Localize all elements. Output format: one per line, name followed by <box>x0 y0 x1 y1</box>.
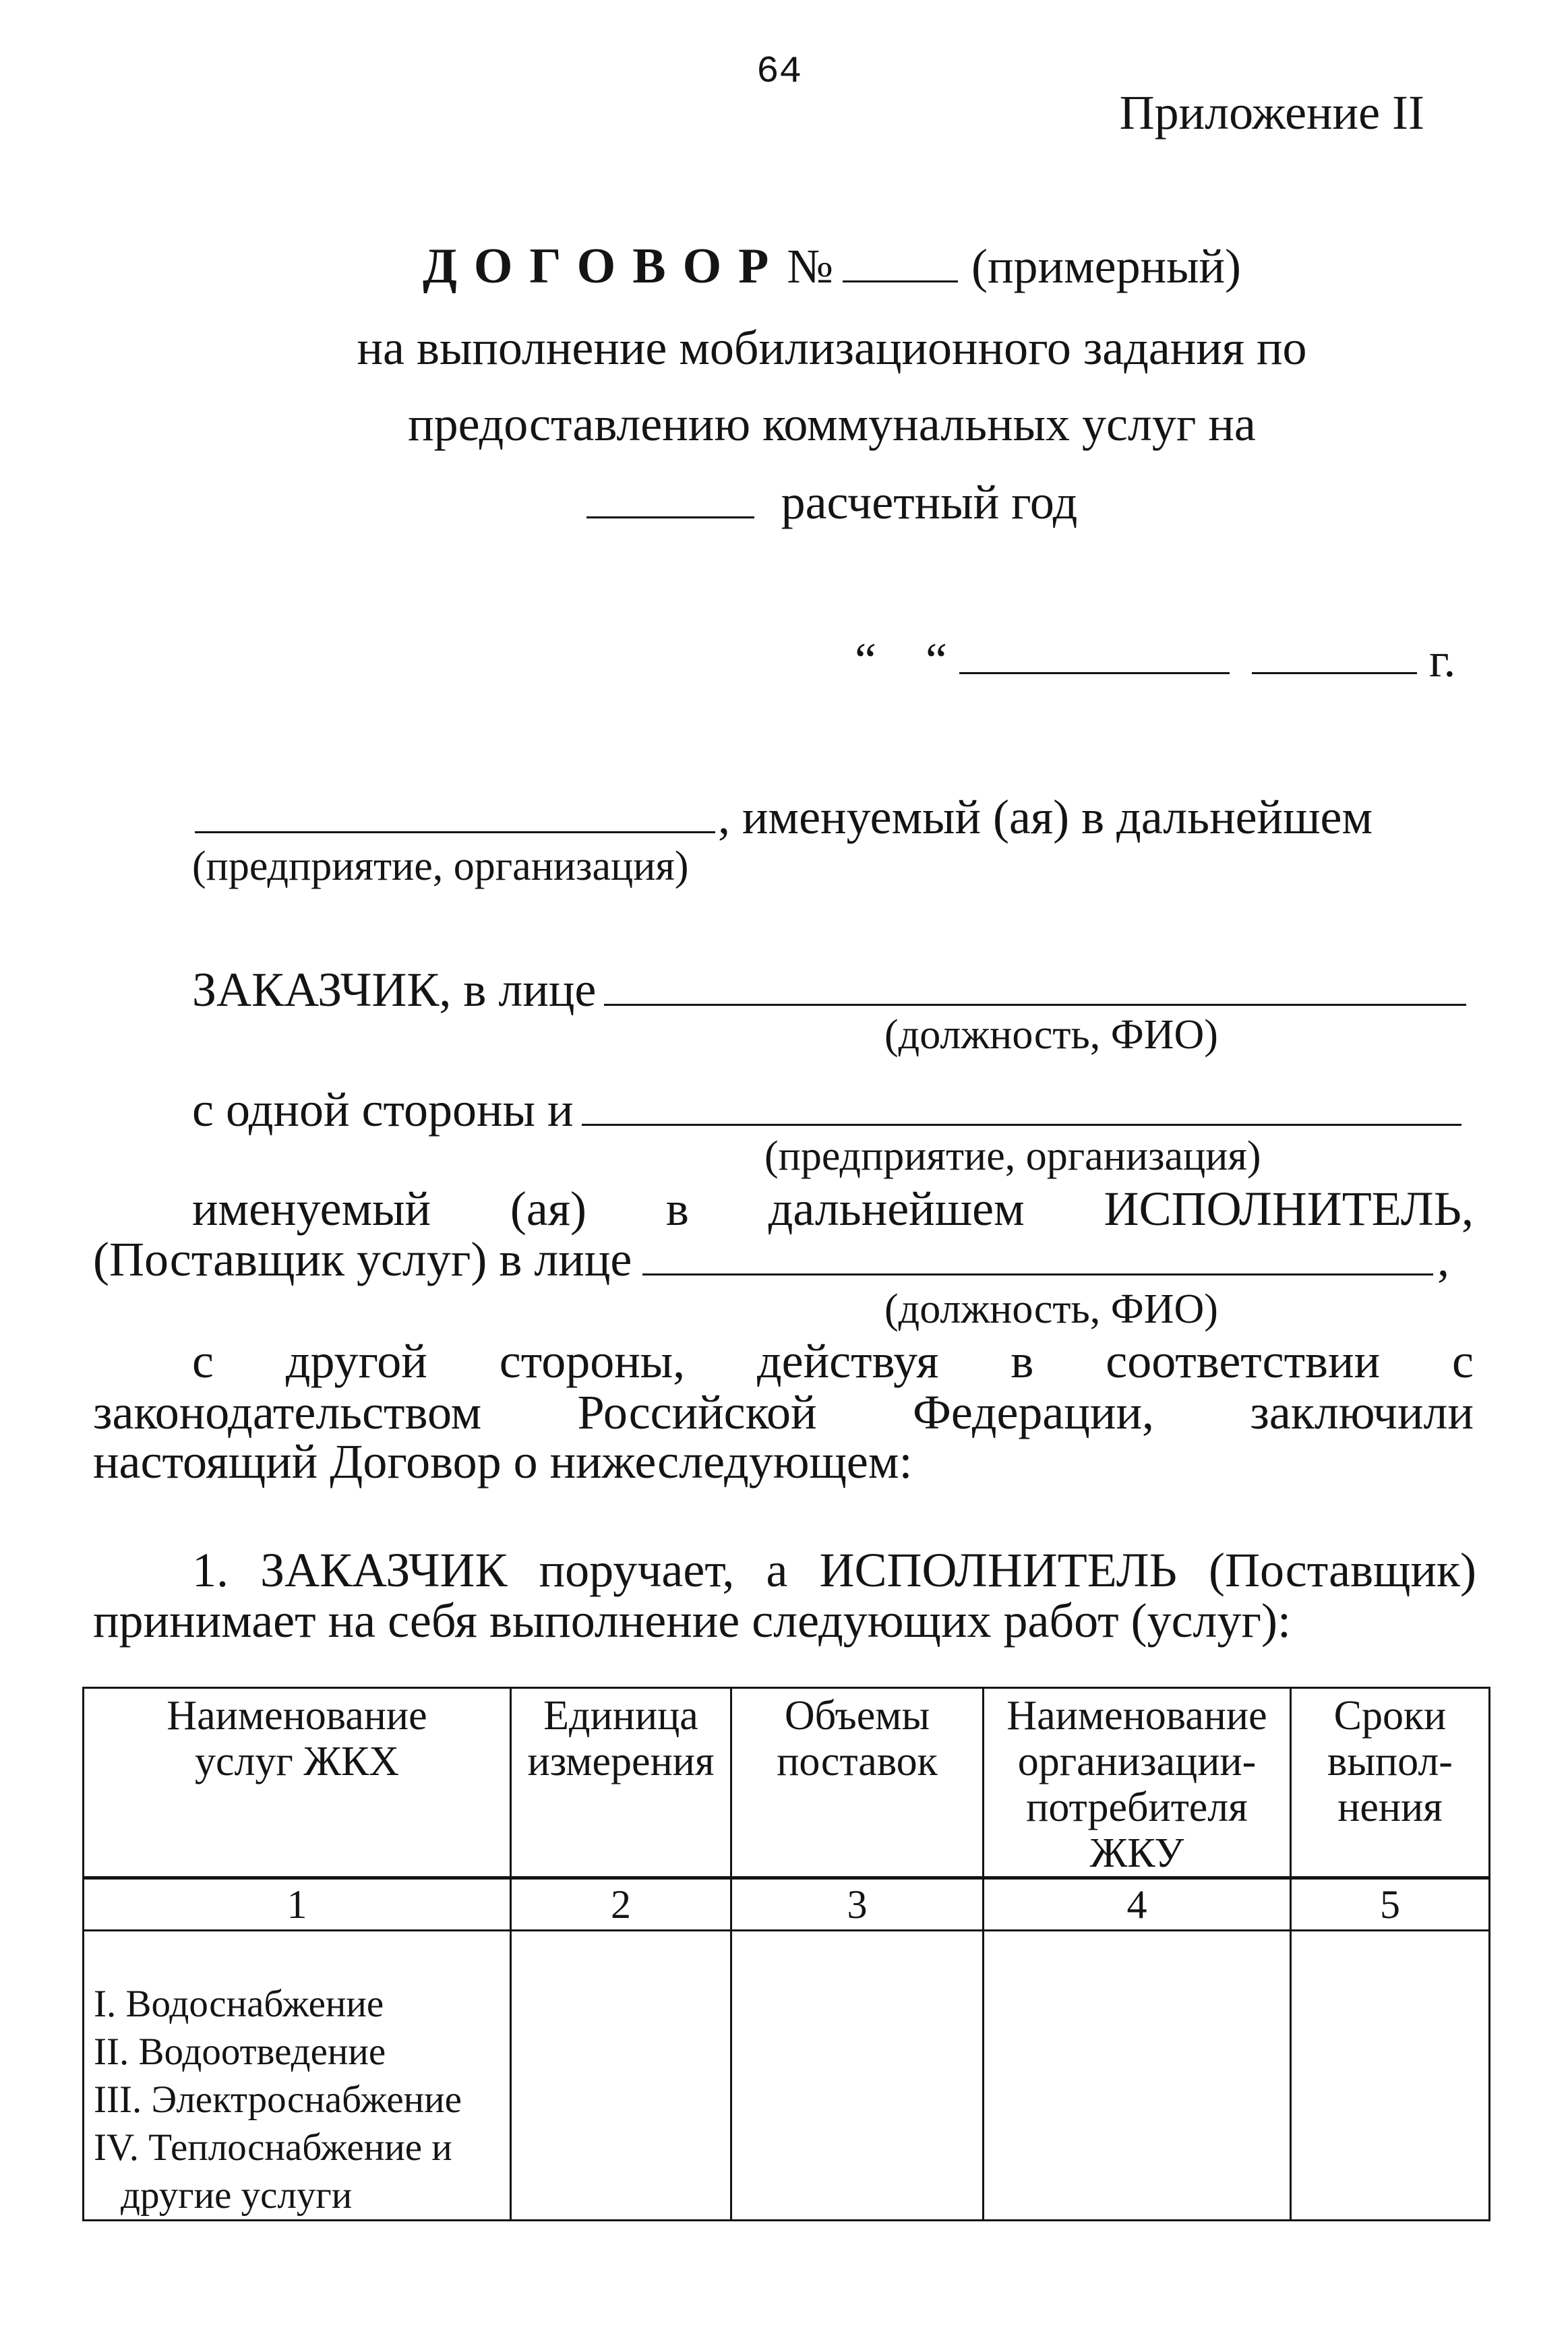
contractor-rep-caption: (должность, ФИО) <box>884 1286 1218 1332</box>
customer-org-line <box>195 788 1373 846</box>
list-item: II. Водоотведение <box>94 2031 386 2073</box>
column-number: 5 <box>1291 1878 1490 1931</box>
date-open-quote: “ <box>855 633 876 687</box>
contractor-rep-text: (Поставщик услуг) в лице <box>93 1232 632 1286</box>
header-line: выпол- <box>1327 1739 1453 1784</box>
date-year-suffix: г. <box>1429 633 1456 687</box>
customer-org-caption: (предприятие, организация) <box>192 843 689 889</box>
list-item: IV. Теплоснабжение и <box>94 2126 452 2169</box>
column-number: 2 <box>511 1878 731 1931</box>
header-unit <box>511 1688 731 1878</box>
title-line-4 <box>202 473 1461 531</box>
column-number: 1 <box>84 1878 511 1931</box>
list-item: другие услуги <box>121 2174 353 2217</box>
empty-cell <box>984 1931 1291 2221</box>
contractor-named-line: именуемый (ая) в дальнейшем ИСПОЛНИТЕЛЬ, <box>192 1182 1474 1236</box>
clause-1-line-2: принимает на себя выполнение следующих работ (услуг): <box>93 1594 1291 1648</box>
contractor-org-blank <box>582 1116 1462 1126</box>
appendix-label: Приложение II <box>1119 86 1424 140</box>
date-year-blank <box>1252 664 1417 674</box>
header-line: Наименование <box>167 1693 427 1739</box>
customer-org-blank <box>195 823 715 833</box>
other-side-line-1: с другой стороны, действуя в соответствии с <box>192 1334 1474 1388</box>
one-side-line <box>192 1081 1461 1139</box>
other-side-line-3: настоящий Договор о нижеследующем: <box>93 1435 913 1489</box>
title-word: ДОГОВОР <box>422 239 786 294</box>
other-side-line-2: законодательством Российской Федерации, заключили <box>93 1385 1474 1439</box>
column-number: 3 <box>731 1878 984 1931</box>
customer-rep-line <box>192 961 1466 1019</box>
header-line: поставок <box>777 1739 938 1784</box>
clause-1-line-1: 1. ЗАКАЗЧИК поручает, а ИСПОЛНИТЕЛЬ (Поставщик) <box>192 1543 1476 1597</box>
header-line: потребителя <box>1026 1784 1248 1830</box>
header-line: Сроки <box>1333 1693 1447 1739</box>
empty-cell <box>511 1931 731 2221</box>
contractor-rep-comma: , <box>1437 1232 1449 1286</box>
empty-cell <box>1291 1931 1490 2221</box>
customer-rep-text: ЗАКАЗЧИК, в лице <box>192 963 597 1017</box>
header-line: Объемы <box>784 1693 930 1739</box>
header-line: нения <box>1337 1784 1443 1830</box>
table-header-row <box>84 1688 1490 1878</box>
header-line: Единица <box>543 1693 698 1739</box>
customer-rep-blank <box>604 996 1466 1006</box>
contract-number-blank <box>843 272 958 282</box>
page-number: 64 <box>756 50 802 93</box>
services-list-cell <box>84 1931 511 2221</box>
header-consumer-org <box>984 1688 1291 1878</box>
title-line-3: предоставлению коммунальных услуг на <box>408 397 1256 451</box>
column-number-row <box>84 1878 1490 1931</box>
year-blank <box>586 508 754 518</box>
header-volumes <box>731 1688 984 1878</box>
header-line: услуг ЖКХ <box>194 1739 400 1784</box>
header-service-name <box>84 1688 511 1878</box>
customer-named-text: , именуемый (ая) в дальнейшем <box>718 790 1373 844</box>
header-line: измерения <box>527 1739 715 1784</box>
column-number: 4 <box>984 1878 1291 1931</box>
title-note: (примерный) <box>971 239 1242 293</box>
header-line: ЖКУ <box>1089 1830 1184 1876</box>
list-item: III. Электроснабжение <box>94 2078 462 2121</box>
header-line: организации- <box>1017 1739 1257 1784</box>
contract-title <box>202 237 1461 295</box>
title-number-sign: № <box>787 239 834 293</box>
list-item: I. Водоснабжение <box>94 1983 384 2025</box>
contractor-rep-line <box>93 1230 1449 1288</box>
title-line-2: на выполнение мобилизационного задания по <box>357 321 1307 375</box>
date-month-blank <box>959 664 1230 674</box>
header-line: Наименование <box>1006 1693 1267 1739</box>
contractor-org-caption: (предприятие, организация) <box>764 1133 1261 1179</box>
header-deadlines <box>1291 1688 1490 1878</box>
contractor-rep-blank <box>642 1265 1433 1275</box>
date-close-quote: “ <box>926 633 947 687</box>
customer-rep-caption: (должность, ФИО) <box>884 1012 1218 1058</box>
one-side-text: с одной стороны и <box>192 1083 574 1137</box>
title-line-4-text: расчетный год <box>781 475 1078 529</box>
table-row <box>84 1931 1490 2221</box>
empty-cell <box>731 1931 984 2221</box>
services-table <box>82 1687 1490 2221</box>
